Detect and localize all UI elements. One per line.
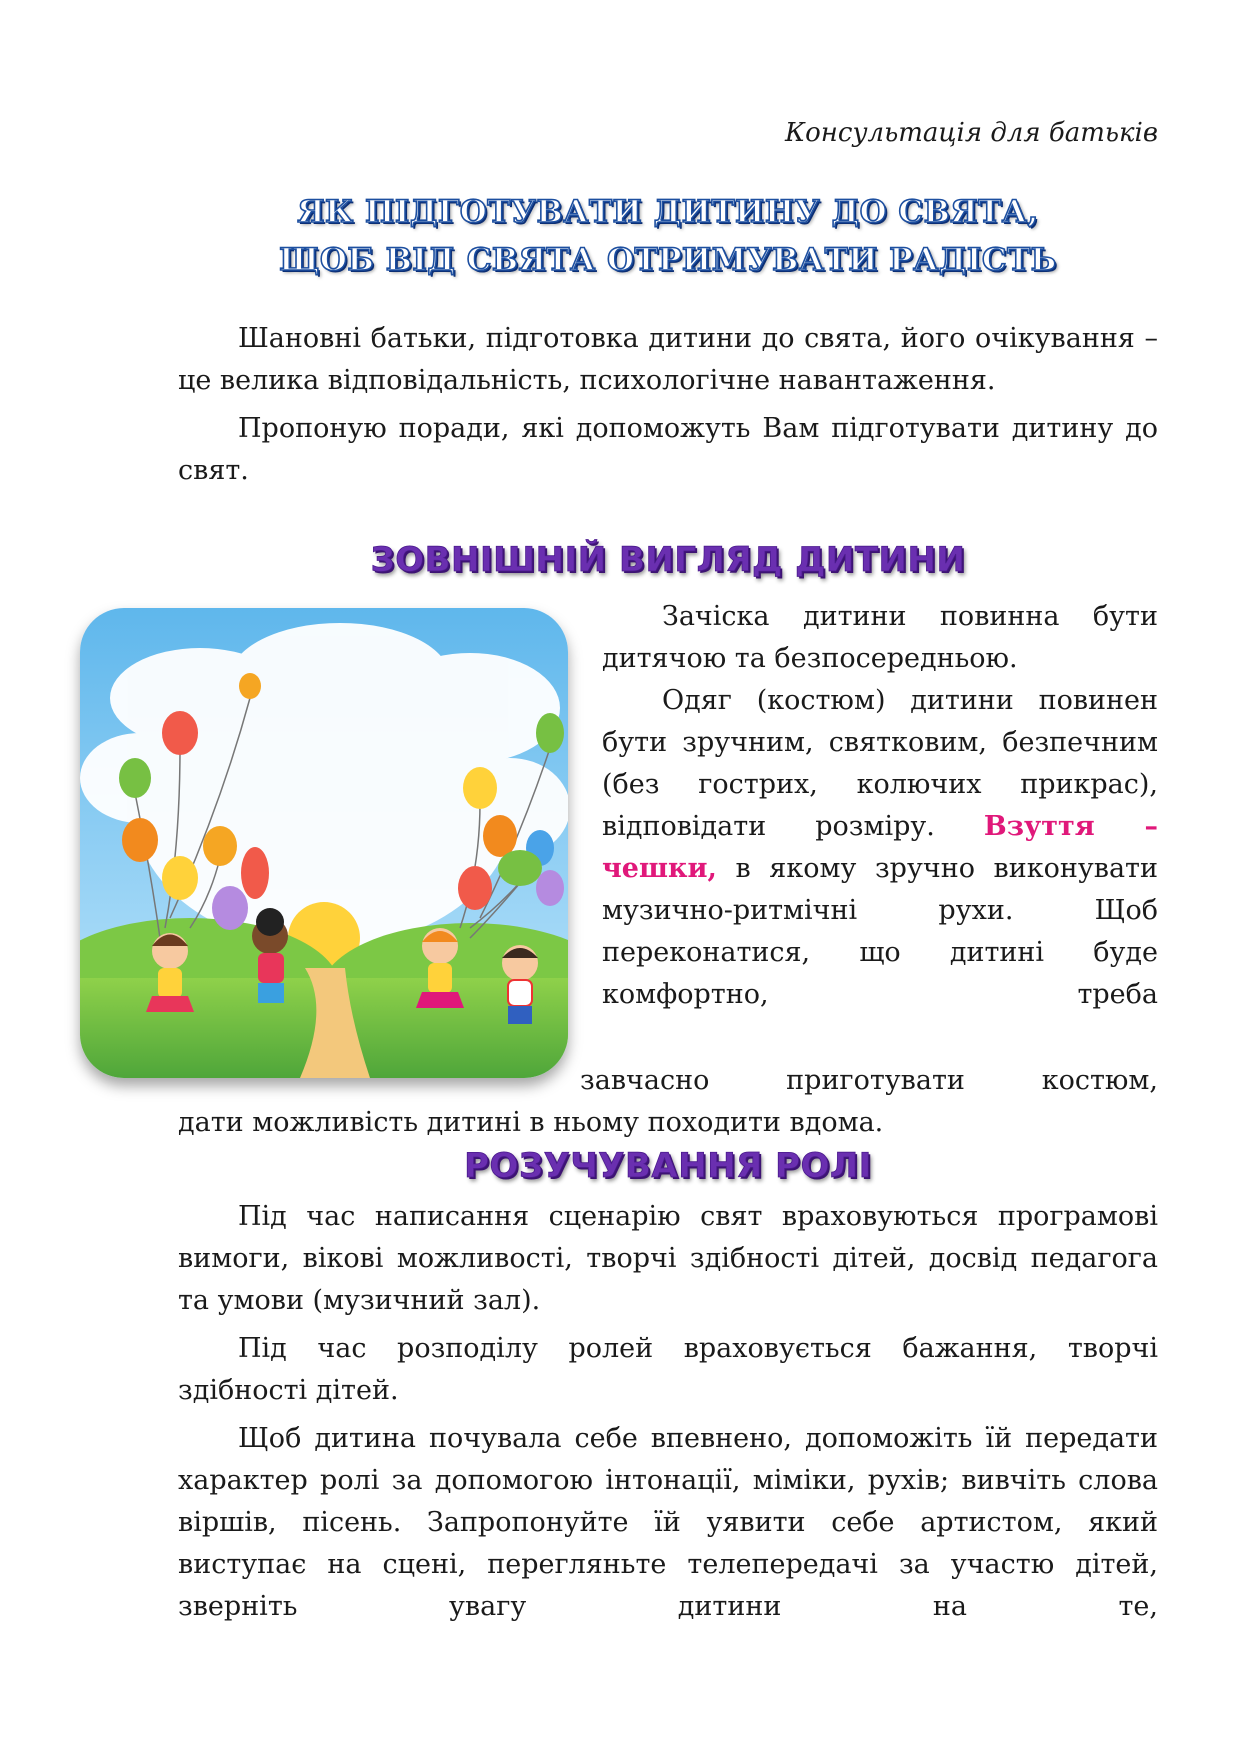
role-section — [178, 1196, 1158, 1628]
section-heading-role: РОЗУЧУВАННЯ РОЛІ — [464, 1146, 872, 1186]
intro-paragraph-1: Шановні батьки, підготовка дитини до свята, його очікування – це велика відповідальність, психологічне навантаження. — [178, 323, 1158, 396]
role-paragraph-3: Щоб дитина почувала себе впевнено, допоможіть їй передати характер ролі за допомогою інтонації, міміки, рухів; вивчіть слова віршів, пісень. Запропонуйте їй уявити себе артистом, який виступає на сцені, перегляньте телепередачі за участю дітей, зверніть увагу дитини на те, — [178, 1423, 1158, 1622]
intro-paragraph-2: Пропоную поради, які допоможуть Вам підготувати дитину до свят. — [178, 413, 1158, 486]
role-paragraph-1: Під час написання сценарію свят враховуються програмові вимоги, вікові можливості, творчі здібності дітей, досвід педагога та умови (музичний зал). — [178, 1201, 1158, 1316]
appearance-text-end: в якому зручно виконувати музично-ритмічні рухи. Щоб переконатися, що дитині буде комфортно, треба — [602, 853, 1158, 1010]
intro-section — [178, 318, 1158, 492]
title-line-1: ЯК ПІДГОТУВАТИ ДИТИНУ ДО СВЯТА, — [297, 194, 1039, 230]
children-balloons-illustration — [80, 608, 568, 1078]
appearance-paragraph-2 — [602, 680, 1158, 1016]
appearance-full-line — [178, 1102, 1158, 1144]
section-heading-appearance: ЗОВНІШНІЙ ВИГЛЯД ДИТИНИ — [370, 540, 966, 580]
footwear-highlight: Взуття – чешки, — [602, 811, 1158, 884]
appearance-wide-text: завчасно приготувати костюм, — [580, 1065, 1158, 1096]
document-subtitle: Консультація для батьків — [784, 118, 1158, 148]
appearance-wide-line — [580, 1060, 1158, 1102]
role-paragraph-2: Під час розподілу ролей враховується бажання, творчі здібності дітей. — [178, 1333, 1158, 1406]
appearance-paragraph-1: Зачіска дитини повинна бути дитячою та безпосередньою. — [602, 601, 1158, 674]
document-title — [178, 188, 1158, 284]
appearance-text — [602, 596, 1158, 1016]
title-line-2: ЩОБ ВІД СВЯТА ОТРИМУВАТИ РАДІСТЬ — [279, 242, 1057, 278]
appearance-text-start: Одяг (костюм) дитини повинен бути зручним, святковим, безпечним (без гострих, колючих прикрас), відповідати розміру. — [602, 685, 1158, 842]
appearance-full-text: дати можливість дитині в ньому походити вдома. — [178, 1107, 884, 1138]
